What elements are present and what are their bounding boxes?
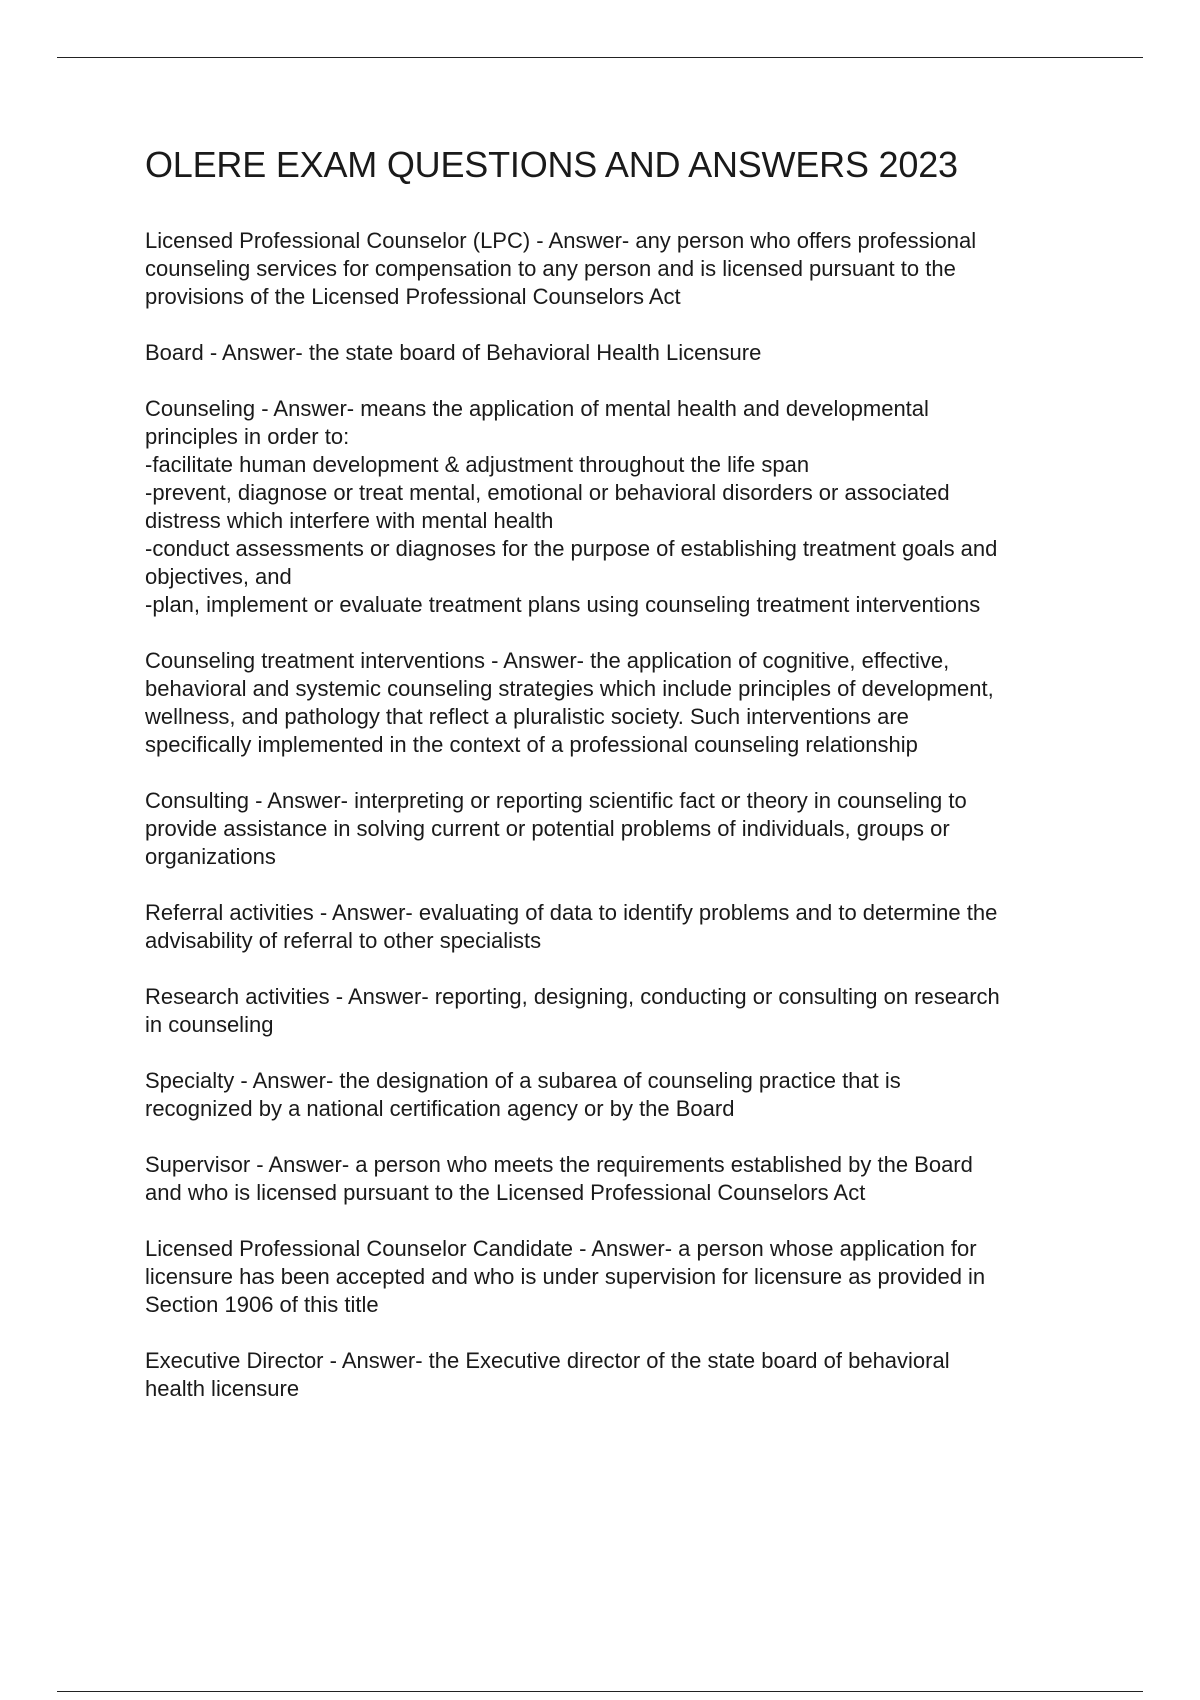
entry-text-line: organizations [145,844,276,869]
entry-text-line: recognized by a national certification agency or by the Board [145,1096,735,1121]
entry-text-line: behavioral and systemic counseling strategies which include principles of development, [145,676,994,701]
definition-entry [145,1235,1095,1319]
entry-text-line: Supervisor - Answer- a person who meets the requirements established by the Board [145,1152,973,1177]
entry-text-line: principles in order to: [145,424,350,449]
definition-entry [145,647,1095,759]
entry-text-line: Executive Director - Answer- the Executive director of the state board of behavioral [145,1348,950,1373]
entry-text-line: -conduct assessments or diagnoses for the purpose of establishing treatment goals and [145,536,998,561]
definition-entry [145,339,1095,367]
entry-text-line: Counseling treatment interventions - Answer- the application of cognitive, effective, [145,648,950,673]
entry-text-line: health licensure [145,1376,300,1401]
entry-text-line: Licensed Professional Counselor (LPC) - Answer- any person who offers professional [145,228,977,253]
definition-entry [145,787,1095,871]
definition-entry [145,1347,1095,1403]
entry-text-line: provide assistance in solving current or potential problems of individuals, groups or [145,816,950,841]
entry-text-line: Board - Answer- the state board of Behavioral Health Licensure [145,340,762,365]
entry-text-line: and who is licensed pursuant to the Licensed Professional Counselors Act [145,1180,866,1205]
entry-text-line: objectives, and [145,564,292,589]
entry-text-line: Licensed Professional Counselor Candidate - Answer- a person whose application for [145,1236,977,1261]
entry-text-line: in counseling [145,1012,274,1037]
definition-entry [145,983,1095,1039]
definition-entry [145,1067,1095,1123]
entry-text-line: wellness, and pathology that reflect a pluralistic society. Such interventions are [145,704,909,729]
definition-entry [145,395,1095,619]
entry-text-line: -plan, implement or evaluate treatment plans using counseling treatment interventions [145,592,981,617]
entry-text-line: provisions of the Licensed Professional Counselors Act [145,284,681,309]
entry-text-line: Section 1906 of this title [145,1292,379,1317]
entry-text-line: -prevent, diagnose or treat mental, emotional or behavioral disorders or associated [145,480,950,505]
definition-entry [145,1151,1095,1207]
entry-text-line: Referral activities - Answer- evaluating of data to identify problems and to determine the [145,900,998,925]
bottom-divider [57,1691,1143,1692]
definition-entry [145,227,1095,311]
entry-text-line: -facilitate human development & adjustment throughout the life span [145,452,810,477]
entry-text-line: Specialty - Answer- the designation of a subarea of counseling practice that is [145,1068,901,1093]
entry-text-line: Consulting - Answer- interpreting or reporting scientific fact or theory in counseling to [145,788,967,813]
document-title: OLERE EXAM QUESTIONS AND ANSWERS 2023 [145,144,958,185]
entry-text-line: distress which interfere with mental health [145,508,554,533]
entry-text-line: specifically implemented in the context of a professional counseling relationship [145,732,918,757]
entry-text-line: Research activities - Answer- reporting, designing, conducting or consulting on research [145,984,1000,1009]
definition-entry [145,899,1095,955]
entry-text-line: advisability of referral to other specialists [145,928,542,953]
entry-text-line: counseling services for compensation to any person and is licensed pursuant to the [145,256,956,281]
entry-list [145,227,1095,1431]
top-divider [57,57,1143,58]
entry-text-line: licensure has been accepted and who is under supervision for licensure as provided in [145,1264,986,1289]
entry-text-line: Counseling - Answer- means the application of mental health and developmental [145,396,929,421]
